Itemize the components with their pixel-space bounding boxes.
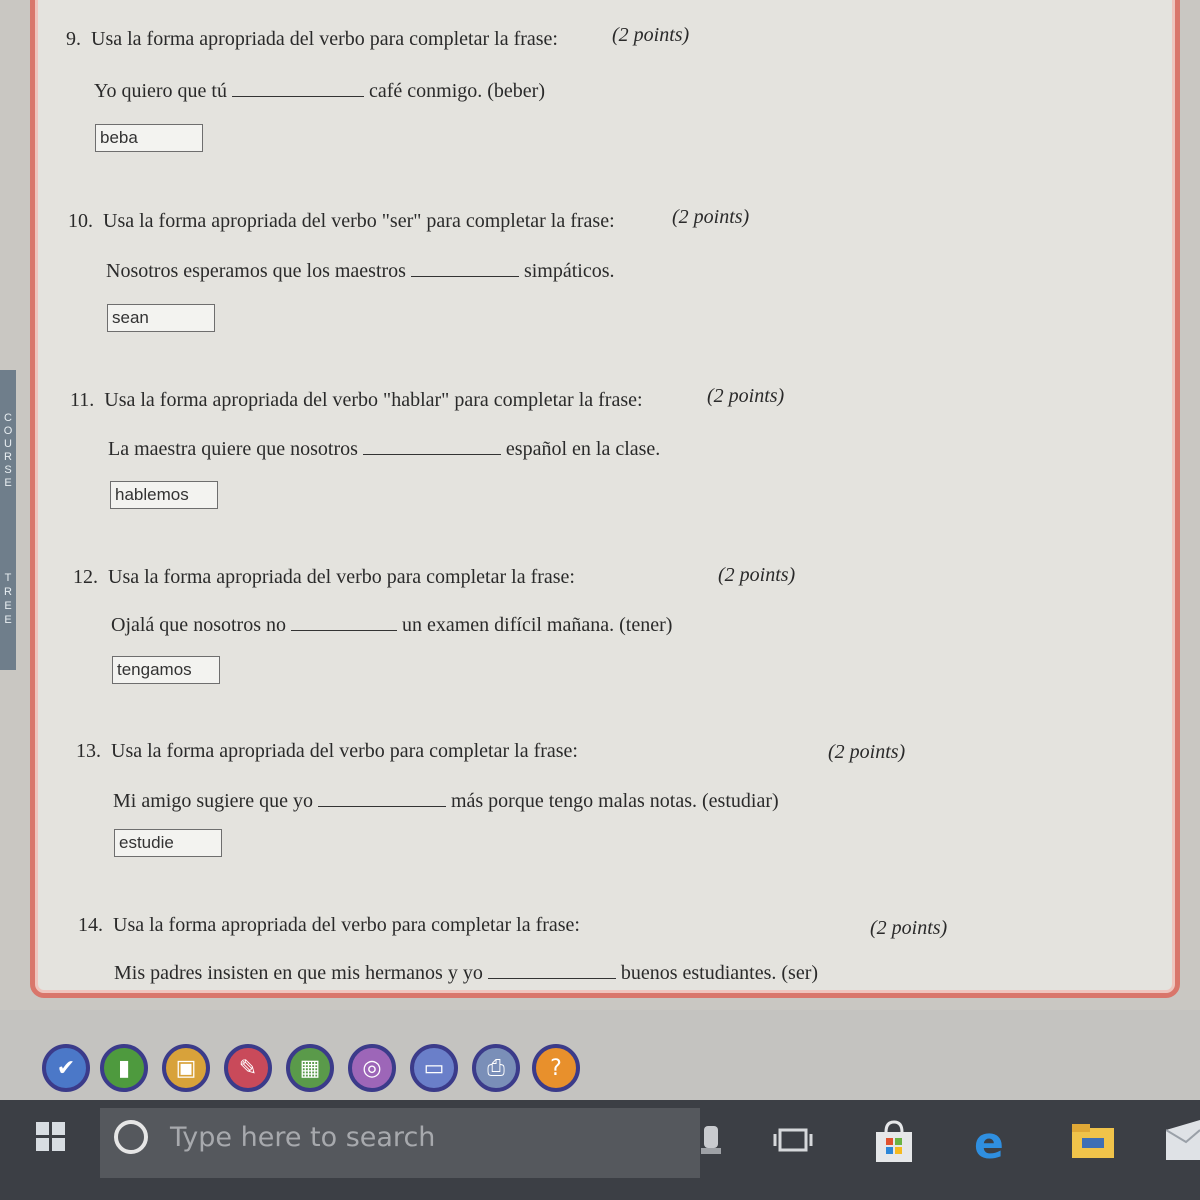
sentence-after: simpáticos. <box>523 260 615 282</box>
question-text: Usa la forma apropriada del verbo "hablar" para completar la frase: <box>104 389 643 411</box>
question-text: Usa la forma apropriada del verbo para completar la frase: <box>91 28 558 50</box>
question-number: 13. <box>76 740 101 762</box>
question-text: Usa la forma apropriada del verbo para completar la frase: <box>111 740 578 762</box>
mail-icon[interactable] <box>1166 1120 1200 1160</box>
box-icon[interactable]: ▣ <box>162 1044 210 1092</box>
tree-label-text: TREE <box>2 572 14 628</box>
file-explorer-icon[interactable] <box>1068 1120 1112 1160</box>
question-sentence <box>94 78 545 103</box>
question-sentence <box>114 960 818 985</box>
tree-label[interactable] <box>2 572 14 628</box>
sentence-after: café conmigo. (beber) <box>368 80 545 102</box>
cortana-icon[interactable] <box>114 1120 148 1154</box>
sentence-blank <box>411 258 519 277</box>
answer-field-13[interactable]: estudie <box>114 829 222 857</box>
answer-field-9[interactable]: beba <box>95 124 203 152</box>
question-title <box>66 28 558 51</box>
question-number: 12. <box>73 566 98 588</box>
question-text: Usa la forma apropriada del verbo "ser" para completar la frase: <box>103 210 615 232</box>
question-number: 9. <box>66 28 81 50</box>
question-points: (2 points) <box>828 741 906 763</box>
question-title <box>78 914 580 937</box>
svg-text:e: e <box>974 1120 1004 1164</box>
question-points: (2 points) <box>672 206 750 228</box>
question-sentence <box>111 612 672 637</box>
task-view-icon[interactable] <box>772 1120 816 1160</box>
windows-start-icon[interactable] <box>36 1122 66 1152</box>
question-title <box>76 740 578 763</box>
sentence-blank <box>232 78 364 97</box>
question-number: 10. <box>68 210 93 232</box>
question-title <box>73 566 575 589</box>
help-icon[interactable]: ? <box>532 1044 580 1092</box>
question-number: 14. <box>78 914 103 936</box>
sentence-before: Nosotros esperamos que los maestros <box>106 260 406 282</box>
question-sentence <box>106 258 615 283</box>
sentence-before: Ojalá que nosotros no <box>111 614 286 636</box>
microphone-icon[interactable] <box>696 1120 740 1160</box>
grid-icon[interactable]: ▦ <box>286 1044 334 1092</box>
sentence-blank <box>318 788 446 807</box>
course-label-text: COURSE <box>2 412 14 490</box>
question-text: Usa la forma apropriada del verbo para completar la frase: <box>113 914 580 936</box>
question-points: (2 points) <box>707 385 785 407</box>
monitor-icon[interactable]: ▭ <box>410 1044 458 1092</box>
book-icon[interactable]: ▮ <box>100 1044 148 1092</box>
checkmark-icon[interactable]: ✔ <box>42 1044 90 1092</box>
sentence-before: Mi amigo sugiere que yo <box>113 790 313 812</box>
store-icon[interactable] <box>872 1120 916 1160</box>
sentence-blank <box>363 436 501 455</box>
target-icon[interactable]: ◎ <box>348 1044 396 1092</box>
sentence-after: español en la clase. <box>505 438 661 460</box>
question-points: (2 points) <box>612 24 690 46</box>
question-text: Usa la forma apropriada del verbo para completar la frase: <box>108 566 575 588</box>
sentence-after: un examen difícil mañana. (tener) <box>401 614 673 636</box>
question-sentence <box>108 436 660 461</box>
sentence-after: más porque tengo malas notas. (estudiar) <box>450 790 779 812</box>
question-title <box>70 389 643 412</box>
pin-icon[interactable]: ✎ <box>224 1044 272 1092</box>
sentence-before: Mis padres insisten en que mis hermanos y yo <box>114 962 483 984</box>
sentence-before: La maestra quiere que nosotros <box>108 438 358 460</box>
sentence-blank <box>488 960 616 979</box>
sentence-before: Yo quiero que tú <box>94 80 227 102</box>
course-label[interactable] <box>2 412 14 490</box>
taskbar-search-input[interactable]: Type here to search <box>170 1122 436 1153</box>
question-title <box>68 210 615 233</box>
sentence-blank <box>291 612 397 631</box>
answer-field-11[interactable]: hablemos <box>110 481 218 509</box>
question-points: (2 points) <box>718 564 796 586</box>
edge-browser-icon[interactable] <box>972 1120 1016 1164</box>
answer-field-10[interactable]: sean <box>107 304 215 332</box>
answer-field-12[interactable]: tengamos <box>112 656 220 684</box>
printer-icon[interactable]: ⎙ <box>472 1044 520 1092</box>
question-number: 11. <box>70 389 95 411</box>
sentence-after: buenos estudiantes. (ser) <box>620 962 819 984</box>
question-points: (2 points) <box>870 917 948 939</box>
question-sentence <box>113 788 779 813</box>
